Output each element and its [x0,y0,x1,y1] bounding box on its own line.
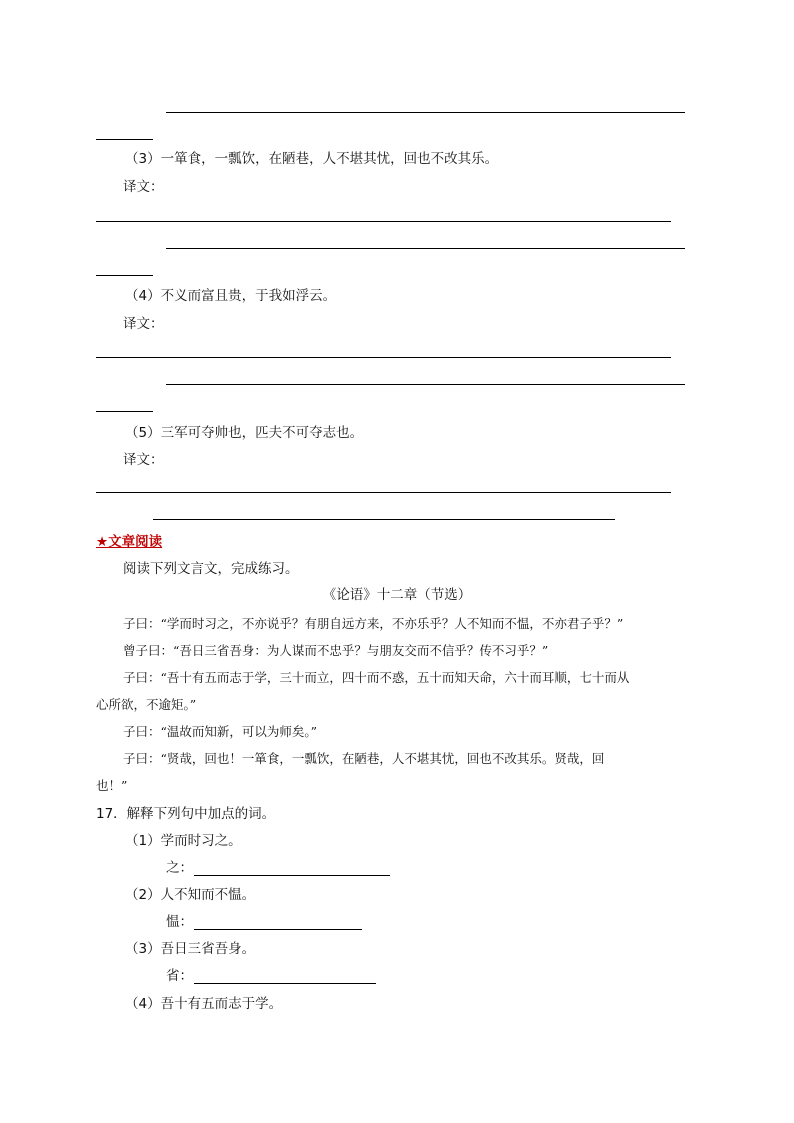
translation-answer-line [153,519,615,520]
answer-line [194,875,390,876]
passage-title: 《论语》十二章（节选） [322,587,472,603]
translation-answer-line [96,492,671,493]
section-title [96,533,162,551]
passage-line: 心所欲，不逾矩。” [96,697,197,712]
passage-line: 曾子曰：“吾日三省吾身：为人谋而不忠乎？与朋友交而不信乎？传不习乎？” [123,643,549,658]
instruction: 阅读下列文言文，完成练习。 [123,561,299,577]
answer-line [96,139,153,140]
translation-answer-line [96,357,671,358]
q17-sub-3: （3）吾日三省吾身。 [125,941,256,957]
passage-line: 子曰：“吾十有五而志于学，三十而立，四十而不惑，五十而知天命，六十而耳顺，七十而从 [123,670,630,685]
question-item-4: （4）不义而富且贵，于我如浮云。 [125,288,337,304]
passage-line: 子曰：“学而时习之，不亦说乎？有朋自远方来，不亦乐乎？人不知而不愠，不亦君子乎？” [123,616,624,631]
answer-line [194,983,376,984]
question-item-5: （5）三军可夺帅也，匹夫不可夺志也。 [125,425,364,441]
translation-label: 译文： [123,179,164,195]
passage-line: 子曰：“贤哉，回也！一箪食，一瓢饮，在陋巷，人不堪其忧，回也不改其乐。贤哉，回 [123,751,605,766]
translation-label: 译文： [123,452,164,468]
translation-answer-line [166,248,685,249]
passage-line: 也！” [96,778,128,793]
star-icon: ★ [96,534,109,550]
q17-sub-2: （2）人不知而不愠。 [125,887,256,903]
q17-sub-1: （1）学而时习之。 [125,833,242,849]
translation-answer-line [166,384,685,385]
translation-answer-line [96,411,153,412]
q17-sub-1-word: 之： [166,860,193,876]
answer-line [194,929,362,930]
translation-answer-line [96,275,153,276]
q17-sub-4: （4）吾十有五而志于学。 [125,996,283,1012]
section-title-text: 文章阅读 [108,534,163,550]
translation-answer-line [96,221,671,222]
q17-sub-3-word: 省： [166,968,193,984]
question-item-3: （3）一箪食，一瓢饮，在陋巷，人不堪其忧，回也不改其乐。 [125,151,499,167]
passage-line: 子曰：“温故而知新，可以为师矣。” [123,724,318,739]
q17-sub-2-word: 愠： [166,914,193,930]
answer-line [166,112,685,113]
question-17-stem: 17．解释下列句中加点的词。 [96,806,276,822]
translation-label: 译文： [123,316,164,332]
